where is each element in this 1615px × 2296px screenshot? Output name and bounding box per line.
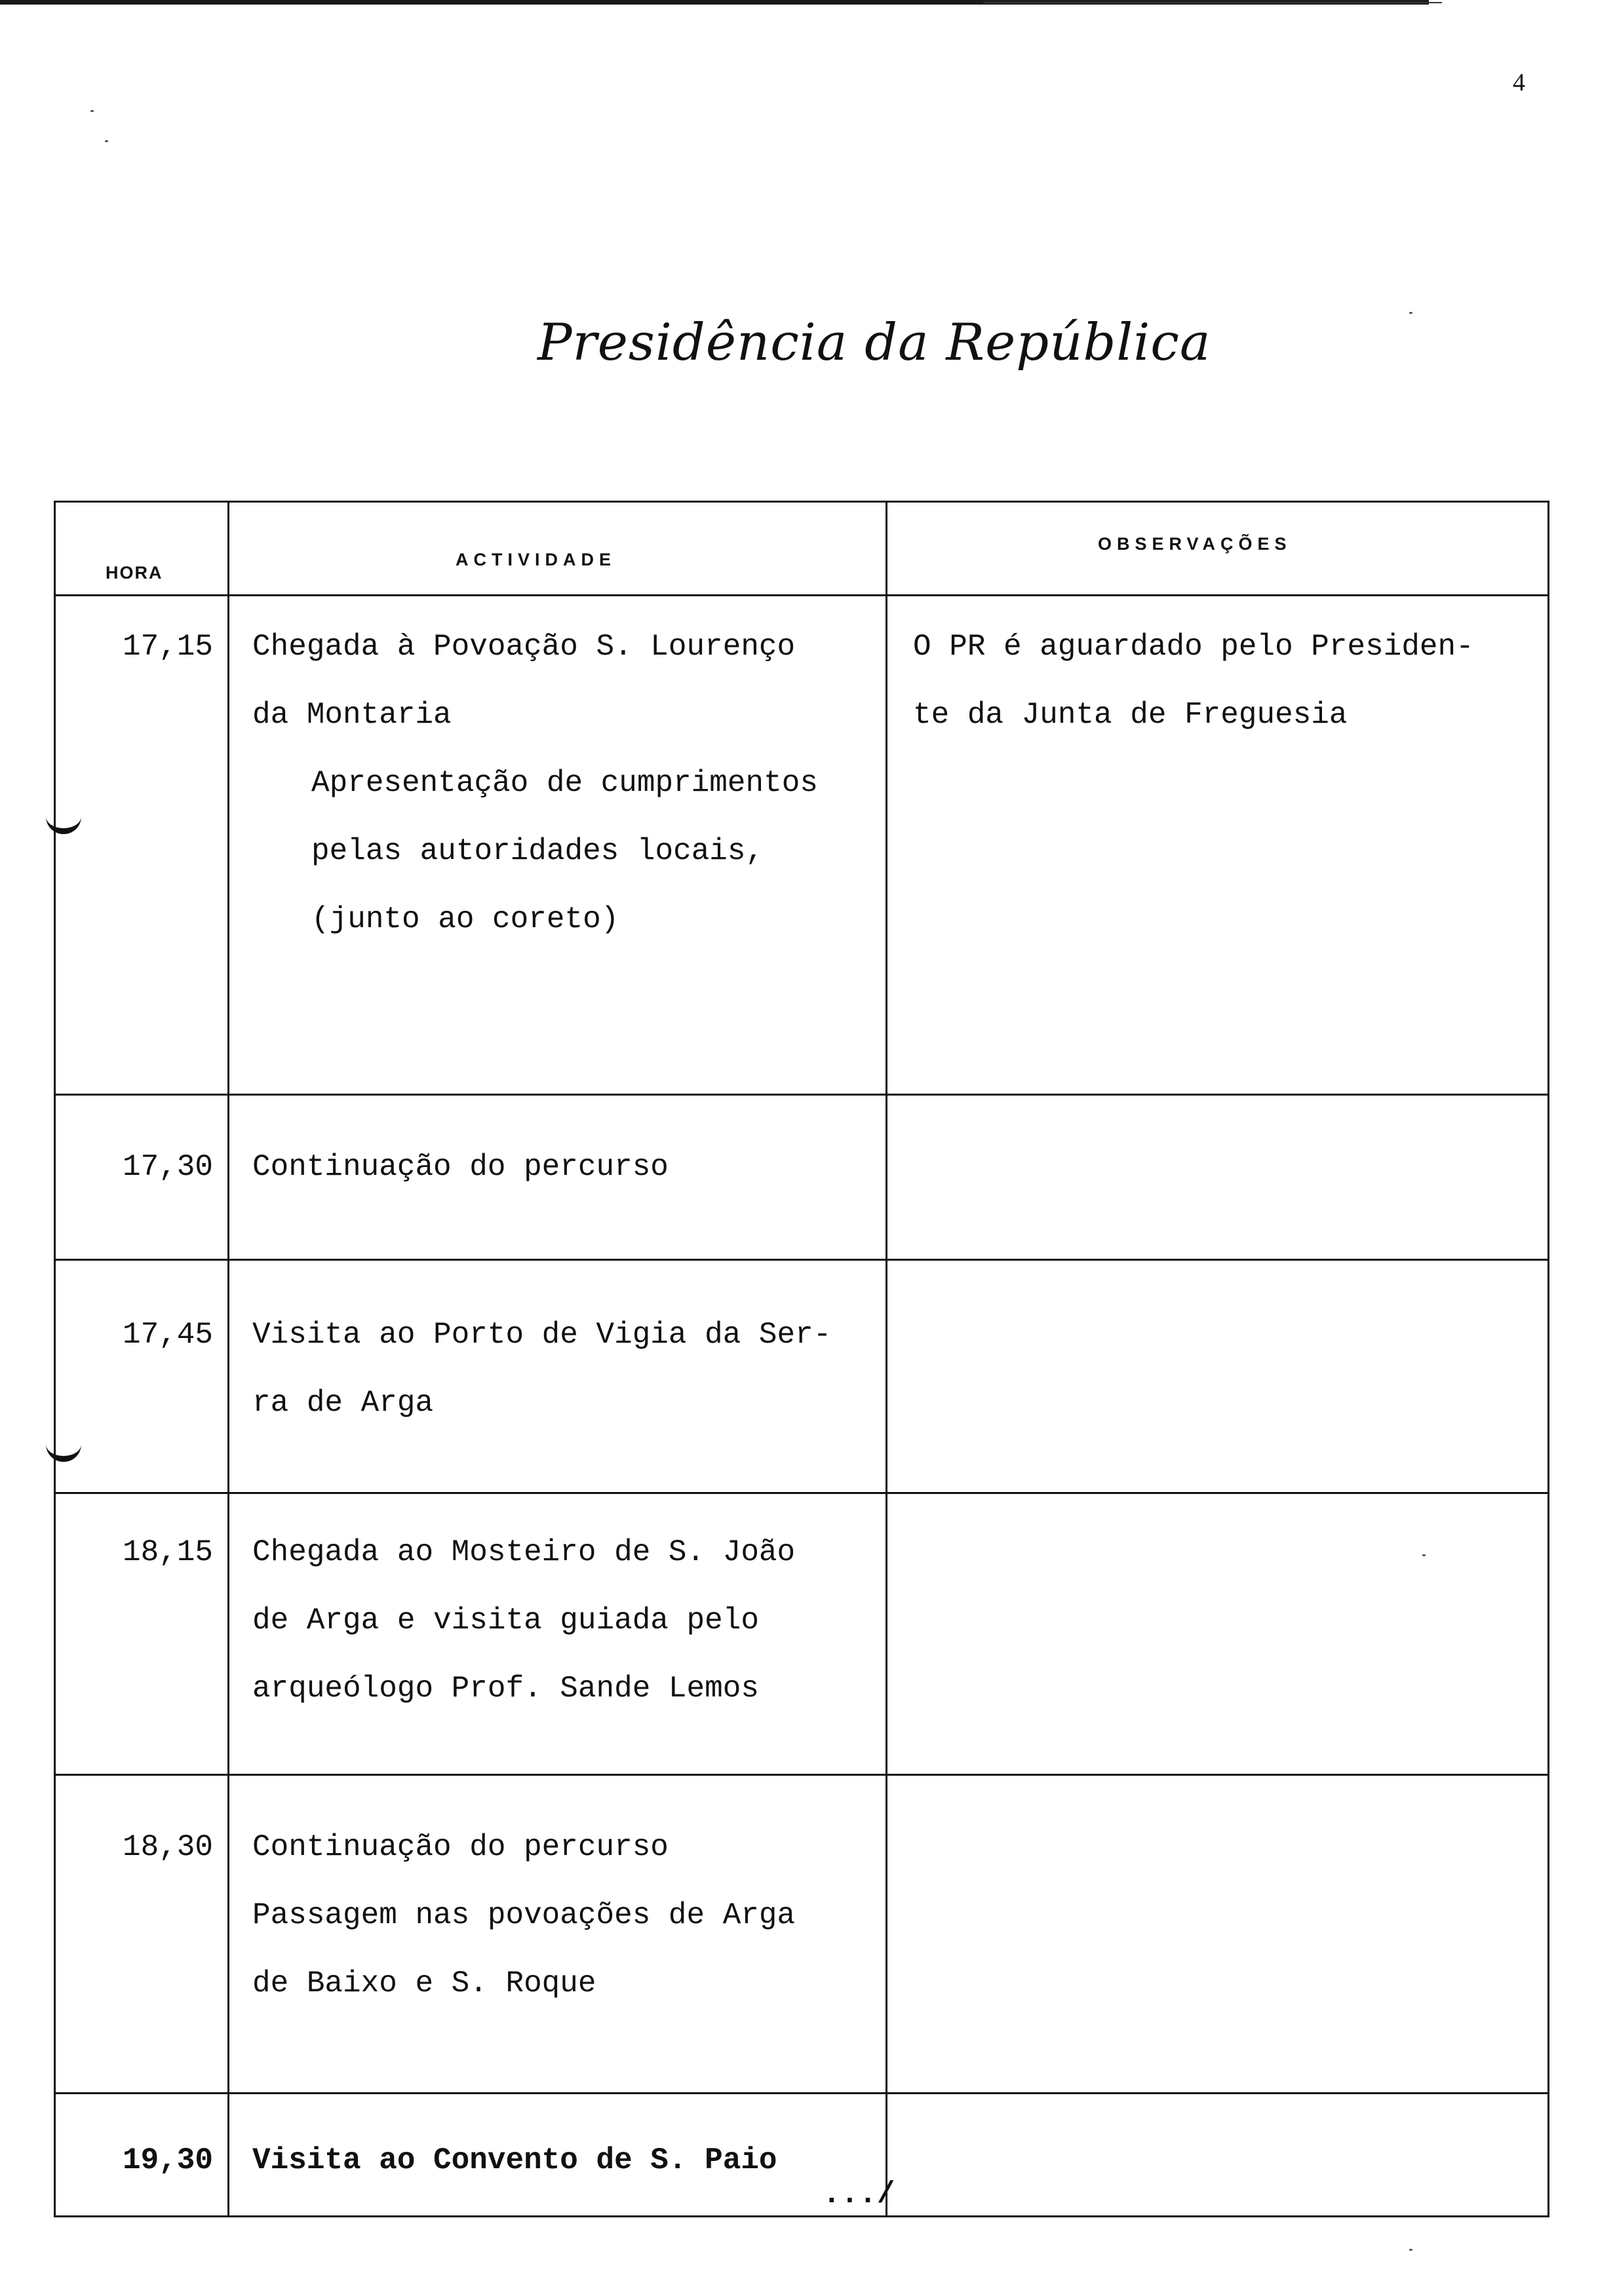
observation-line: O PR é aguardado pelo Presiden- <box>913 630 1474 664</box>
header-actividade: ACTIVIDADE <box>456 550 617 569</box>
activity-line: Passagem nas povoações de Arga <box>252 1898 796 1932</box>
speck <box>1409 2249 1412 2251</box>
activity-line: da Montaria <box>252 698 452 732</box>
activity-line: Apresentação de cumprimentos <box>311 766 818 800</box>
row-time: 19,30 <box>122 2143 213 2177</box>
row-observations <box>913 613 1542 749</box>
activity-line: Visita ao Convento de S. Paio <box>252 2143 777 2177</box>
top-rule-thin <box>983 2 1442 3</box>
activity-line: pelas autoridades locais, <box>311 834 764 868</box>
speck <box>90 110 94 112</box>
speck <box>1409 312 1412 314</box>
row-time: 18,30 <box>122 1830 213 1864</box>
row-divider <box>56 1094 1547 1096</box>
row-activity <box>252 1813 921 2018</box>
activity-line: de Baixo e S. Roque <box>252 1966 596 2000</box>
row-activity <box>252 2126 921 2194</box>
schedule-table <box>54 501 1549 2217</box>
header-hora: HORA <box>106 563 163 583</box>
row-time: 17,15 <box>122 630 213 664</box>
continuation-mark: .../ <box>823 2177 895 2211</box>
activity-line: Visita ao Porto de Vigia da Ser- <box>252 1318 832 1352</box>
row-activity <box>252 1301 921 1437</box>
row-divider <box>56 1259 1547 1261</box>
column-divider-hora <box>227 503 229 2215</box>
row-activity <box>252 1518 921 1723</box>
activity-line: arqueólogo Prof. Sande Lemos <box>252 1672 759 1706</box>
row-divider <box>56 2092 1547 2094</box>
row-divider <box>56 1492 1547 1494</box>
row-activity <box>252 1133 921 1201</box>
header-divider <box>56 594 1547 596</box>
activity-line: Chegada à Povoação S. Lourenço <box>252 630 796 664</box>
row-divider <box>56 1774 1547 1776</box>
activity-line: Continuação do percurso <box>252 1830 669 1864</box>
activity-line: Continuação do percurso <box>252 1150 669 1184</box>
speck <box>105 140 108 142</box>
activity-line: de Arga e visita guiada pelo <box>252 1603 759 1637</box>
observation-line: te da Junta de Freguesia <box>913 698 1348 732</box>
row-time: 17,30 <box>122 1150 213 1184</box>
activity-line: (junto ao coreto) <box>311 902 619 936</box>
letterhead-title: Presidência da República <box>537 313 1211 372</box>
row-time: 18,15 <box>122 1535 213 1569</box>
page-number: 4 <box>1513 69 1525 96</box>
activity-line: ra de Arga <box>252 1386 434 1420</box>
row-time: 17,45 <box>122 1318 213 1352</box>
row-activity <box>252 613 921 953</box>
header-observacoes: OBSERVAÇÕES <box>1098 534 1292 554</box>
activity-line: Chegada ao Mosteiro de S. João <box>252 1535 796 1569</box>
